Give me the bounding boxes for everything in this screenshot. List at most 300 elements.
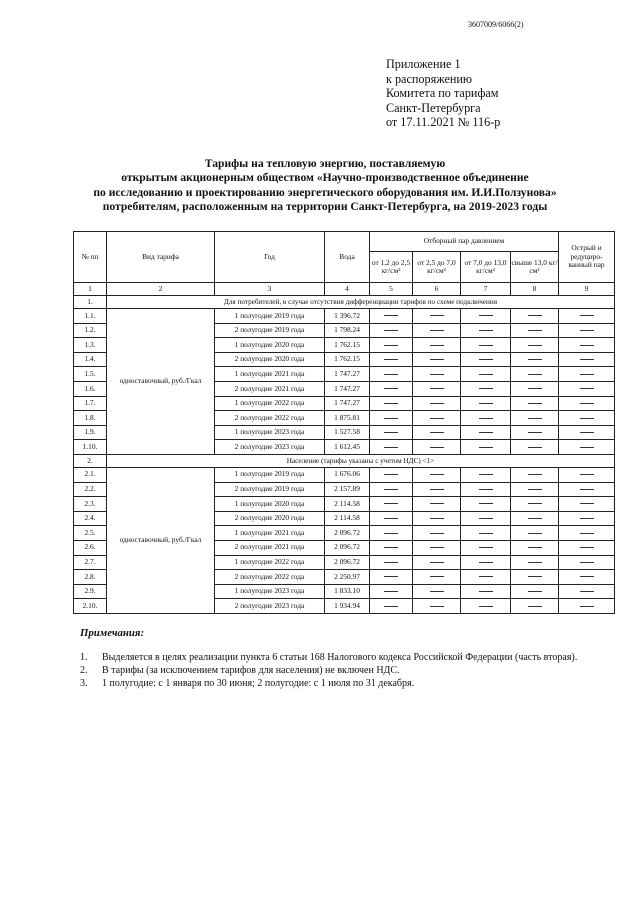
- water-tariff-cell: 1 762.15: [325, 352, 370, 367]
- empty-dash: [430, 345, 444, 346]
- steam-tariff-cell: [413, 381, 461, 396]
- water-tariff-cell: 1 833.10: [325, 584, 370, 599]
- row-number: 2.5.: [74, 526, 107, 541]
- tariff-type-cell: одноставочный, руб./Гкал: [107, 309, 215, 455]
- empty-dash: [528, 374, 542, 375]
- empty-dash: [528, 474, 542, 475]
- empty-dash: [580, 418, 594, 419]
- steam-tariff-cell: [511, 323, 559, 338]
- steam-tariff-cell: [461, 497, 511, 512]
- steam-tariff-cell: [511, 482, 559, 497]
- empty-dash: [384, 562, 398, 563]
- water-tariff-cell: 1 396.72: [325, 309, 370, 324]
- row-number: 1.4.: [74, 352, 107, 367]
- water-tariff-cell: 1 875.81: [325, 411, 370, 426]
- header-steam-col: от 1,2 до 2,5 кг/см²: [370, 252, 413, 283]
- period-cell: 1 полугодие 2022 года: [215, 555, 325, 570]
- empty-dash: [430, 418, 444, 419]
- period-cell: 1 полугодие 2023 года: [215, 584, 325, 599]
- steam-tariff-cell: [559, 570, 615, 585]
- empty-dash: [430, 489, 444, 490]
- empty-dash: [384, 447, 398, 448]
- steam-tariff-cell: [413, 511, 461, 526]
- steam-tariff-cell: [559, 599, 615, 614]
- row-number: 2.4.: [74, 511, 107, 526]
- note-item: [80, 651, 620, 664]
- empty-dash: [430, 432, 444, 433]
- steam-tariff-cell: [370, 338, 413, 353]
- empty-dash: [384, 547, 398, 548]
- empty-dash: [430, 576, 444, 577]
- water-tariff-cell: 1 676.06: [325, 467, 370, 482]
- empty-dash: [528, 418, 542, 419]
- empty-dash: [479, 489, 493, 490]
- steam-tariff-cell: [370, 367, 413, 382]
- steam-tariff-cell: [370, 555, 413, 570]
- empty-dash: [384, 374, 398, 375]
- period-cell: 1 полугодие 2021 года: [215, 367, 325, 382]
- steam-tariff-cell: [413, 584, 461, 599]
- title-line: потребителям, расположенным на территории Санкт-Петербурга, на 2019-2023 годы: [102, 200, 548, 214]
- steam-tariff-cell: [370, 599, 413, 614]
- empty-dash: [479, 374, 493, 375]
- steam-tariff-cell: [461, 411, 511, 426]
- empty-dash: [430, 315, 444, 316]
- steam-tariff-cell: [559, 338, 615, 353]
- steam-tariff-cell: [413, 425, 461, 440]
- empty-dash: [430, 591, 444, 592]
- steam-tariff-cell: [370, 323, 413, 338]
- notes-title: Примечания:: [80, 627, 145, 639]
- empty-dash: [430, 606, 444, 607]
- steam-tariff-cell: [511, 511, 559, 526]
- row-number: 1.5.: [74, 367, 107, 382]
- column-index: 2: [107, 283, 215, 296]
- appendix-line: Приложение 1: [386, 57, 461, 71]
- period-cell: 1 полугодие 2023 года: [215, 425, 325, 440]
- steam-tariff-cell: [413, 352, 461, 367]
- period-cell: 1 полугодие 2019 года: [215, 309, 325, 324]
- section-number: 1.: [74, 296, 107, 309]
- steam-tariff-cell: [511, 309, 559, 324]
- period-cell: 2 полугодие 2021 года: [215, 540, 325, 555]
- row-number: 1.10.: [74, 440, 107, 455]
- period-cell: 2 полугодие 2022 года: [215, 570, 325, 585]
- empty-dash: [580, 403, 594, 404]
- steam-tariff-cell: [511, 540, 559, 555]
- empty-dash: [430, 562, 444, 563]
- period-cell: 2 полугодие 2019 года: [215, 323, 325, 338]
- note-number: 2.: [80, 665, 88, 676]
- steam-tariff-cell: [461, 338, 511, 353]
- period-cell: 2 полугодие 2023 года: [215, 440, 325, 455]
- empty-dash: [479, 315, 493, 316]
- steam-tariff-cell: [413, 440, 461, 455]
- steam-tariff-cell: [461, 482, 511, 497]
- empty-dash: [384, 418, 398, 419]
- empty-dash: [479, 447, 493, 448]
- empty-dash: [580, 330, 594, 331]
- steam-tariff-cell: [461, 511, 511, 526]
- title-line: по исследованию и проектированию энергетического оборудования им. И.И.Ползунова»: [93, 185, 557, 199]
- appendix-line: Комитета по тарифам: [386, 86, 499, 101]
- steam-tariff-cell: [370, 570, 413, 585]
- row-number: 1.6.: [74, 381, 107, 396]
- steam-tariff-cell: [461, 425, 511, 440]
- water-tariff-cell: 1 747.27: [325, 396, 370, 411]
- empty-dash: [384, 315, 398, 316]
- empty-dash: [384, 432, 398, 433]
- period-cell: 2 полугодие 2020 года: [215, 511, 325, 526]
- steam-tariff-cell: [370, 526, 413, 541]
- row-number: 2.10.: [74, 599, 107, 614]
- steam-tariff-cell: [461, 440, 511, 455]
- water-tariff-cell: 2 157.89: [325, 482, 370, 497]
- steam-tariff-cell: [370, 396, 413, 411]
- empty-dash: [430, 330, 444, 331]
- empty-dash: [479, 359, 493, 360]
- header-steam-col: свыше 13,0 кг/см²: [511, 252, 559, 283]
- steam-tariff-cell: [370, 352, 413, 367]
- note-item: [80, 677, 620, 690]
- steam-tariff-cell: [370, 411, 413, 426]
- steam-tariff-cell: [511, 367, 559, 382]
- empty-dash: [580, 547, 594, 548]
- steam-tariff-cell: [413, 467, 461, 482]
- steam-tariff-cell: [511, 467, 559, 482]
- steam-tariff-cell: [511, 570, 559, 585]
- steam-tariff-cell: [559, 323, 615, 338]
- empty-dash: [528, 503, 542, 504]
- steam-tariff-cell: [370, 381, 413, 396]
- empty-dash: [479, 432, 493, 433]
- column-index: 8: [511, 283, 559, 296]
- empty-dash: [430, 547, 444, 548]
- empty-dash: [528, 518, 542, 519]
- steam-tariff-cell: [413, 497, 461, 512]
- header-steam-col: от 2,5 до 7,0 кг/см²: [413, 252, 461, 283]
- steam-tariff-cell: [559, 555, 615, 570]
- steam-tariff-cell: [370, 511, 413, 526]
- steam-tariff-cell: [461, 467, 511, 482]
- steam-tariff-cell: [511, 425, 559, 440]
- empty-dash: [384, 330, 398, 331]
- header-steam-col: от 7,0 до 13,0 кг/см²: [461, 252, 511, 283]
- empty-dash: [430, 447, 444, 448]
- row-number: 1.3.: [74, 338, 107, 353]
- row-number: 1.1.: [74, 309, 107, 324]
- row-number: 2.3.: [74, 497, 107, 512]
- period-cell: 2 полугодие 2020 года: [215, 352, 325, 367]
- empty-dash: [528, 533, 542, 534]
- water-tariff-cell: 1 612.45: [325, 440, 370, 455]
- empty-dash: [384, 388, 398, 389]
- steam-tariff-cell: [413, 526, 461, 541]
- period-cell: 2 полугодие 2019 года: [215, 482, 325, 497]
- column-index: 3: [215, 283, 325, 296]
- steam-tariff-cell: [461, 381, 511, 396]
- period-cell: 1 полугодие 2019 года: [215, 467, 325, 482]
- table-row: [74, 467, 615, 482]
- steam-tariff-cell: [559, 467, 615, 482]
- empty-dash: [384, 359, 398, 360]
- water-tariff-cell: 1 747.27: [325, 367, 370, 382]
- water-tariff-cell: 1 762.15: [325, 338, 370, 353]
- empty-dash: [580, 315, 594, 316]
- empty-dash: [580, 345, 594, 346]
- steam-tariff-cell: [370, 440, 413, 455]
- row-number: 2.9.: [74, 584, 107, 599]
- document-title: [60, 157, 590, 215]
- water-tariff-cell: 1 527.58: [325, 425, 370, 440]
- empty-dash: [580, 489, 594, 490]
- steam-tariff-cell: [559, 440, 615, 455]
- section-row: [74, 296, 615, 309]
- title-line: Тарифы на тепловую энергию, поставляемую: [204, 157, 446, 170]
- empty-dash: [528, 489, 542, 490]
- empty-dash: [430, 374, 444, 375]
- empty-dash: [580, 374, 594, 375]
- column-index: 7: [461, 283, 511, 296]
- column-index: 6: [413, 283, 461, 296]
- empty-dash: [528, 403, 542, 404]
- row-number: 1.9.: [74, 425, 107, 440]
- row-number: 1.7.: [74, 396, 107, 411]
- empty-dash: [580, 447, 594, 448]
- empty-dash: [528, 345, 542, 346]
- water-tariff-cell: 2 096.72: [325, 555, 370, 570]
- period-cell: 2 полугодие 2023 года: [215, 599, 325, 614]
- empty-dash: [528, 330, 542, 331]
- steam-tariff-cell: [413, 540, 461, 555]
- water-tariff-cell: 1 934.94: [325, 599, 370, 614]
- empty-dash: [384, 591, 398, 592]
- column-index: 9: [559, 283, 615, 296]
- steam-tariff-cell: [461, 599, 511, 614]
- row-number: 2.2.: [74, 482, 107, 497]
- steam-tariff-cell: [559, 511, 615, 526]
- steam-tariff-cell: [413, 482, 461, 497]
- row-number: 2.1.: [74, 467, 107, 482]
- note-number: 1.: [80, 652, 88, 663]
- tariff-type-cell: одноставочный, руб./Гкал: [107, 467, 215, 613]
- empty-dash: [430, 533, 444, 534]
- empty-dash: [384, 489, 398, 490]
- empty-dash: [430, 518, 444, 519]
- empty-dash: [580, 518, 594, 519]
- steam-tariff-cell: [370, 497, 413, 512]
- empty-dash: [430, 403, 444, 404]
- empty-dash: [479, 576, 493, 577]
- steam-tariff-cell: [511, 352, 559, 367]
- empty-dash: [528, 315, 542, 316]
- water-tariff-cell: 2 114.58: [325, 497, 370, 512]
- steam-tariff-cell: [370, 540, 413, 555]
- empty-dash: [479, 388, 493, 389]
- empty-dash: [479, 518, 493, 519]
- column-index: 1: [74, 283, 107, 296]
- section-row: [74, 454, 615, 467]
- empty-dash: [479, 562, 493, 563]
- steam-tariff-cell: [559, 396, 615, 411]
- steam-tariff-cell: [559, 411, 615, 426]
- steam-tariff-cell: [511, 338, 559, 353]
- steam-tariff-cell: [559, 309, 615, 324]
- steam-tariff-cell: [511, 396, 559, 411]
- row-number: 1.8.: [74, 411, 107, 426]
- header-steam-group: Отборный пар давлением: [370, 232, 559, 252]
- empty-dash: [528, 576, 542, 577]
- steam-tariff-cell: [559, 381, 615, 396]
- empty-dash: [384, 533, 398, 534]
- steam-tariff-cell: [511, 584, 559, 599]
- steam-tariff-cell: [413, 367, 461, 382]
- note-number: 3.: [80, 678, 88, 689]
- steam-tariff-cell: [559, 526, 615, 541]
- empty-dash: [528, 606, 542, 607]
- water-tariff-cell: 2 096.72: [325, 540, 370, 555]
- empty-dash: [479, 503, 493, 504]
- steam-tariff-cell: [559, 584, 615, 599]
- empty-dash: [479, 345, 493, 346]
- empty-dash: [528, 547, 542, 548]
- water-tariff-cell: 2 096.72: [325, 526, 370, 541]
- water-tariff-cell: 2 250.97: [325, 570, 370, 585]
- empty-dash: [430, 474, 444, 475]
- steam-tariff-cell: [413, 338, 461, 353]
- empty-dash: [430, 359, 444, 360]
- period-cell: 1 полугодие 2020 года: [215, 338, 325, 353]
- appendix-block: [386, 57, 500, 130]
- row-number: 2.7.: [74, 555, 107, 570]
- section-title: Население (тарифы указаны с учетом НДС) <1>: [107, 454, 615, 467]
- steam-tariff-cell: [370, 482, 413, 497]
- empty-dash: [384, 345, 398, 346]
- steam-tariff-cell: [461, 352, 511, 367]
- empty-dash: [479, 591, 493, 592]
- period-cell: 1 полугодие 2020 года: [215, 497, 325, 512]
- empty-dash: [384, 474, 398, 475]
- steam-tariff-cell: [413, 309, 461, 324]
- appendix-line: к распоряжению: [386, 71, 473, 86]
- steam-tariff-cell: [559, 482, 615, 497]
- header-num: № пп: [74, 232, 107, 283]
- header-year: Год: [215, 232, 325, 283]
- empty-dash: [479, 547, 493, 548]
- empty-dash: [479, 533, 493, 534]
- steam-tariff-cell: [413, 555, 461, 570]
- document-number: 3607009/6066(2): [468, 20, 524, 29]
- column-index: 5: [370, 283, 413, 296]
- steam-tariff-cell: [461, 540, 511, 555]
- steam-tariff-cell: [461, 555, 511, 570]
- empty-dash: [580, 562, 594, 563]
- water-tariff-cell: 1 798.24: [325, 323, 370, 338]
- steam-tariff-cell: [461, 526, 511, 541]
- steam-tariff-cell: [461, 396, 511, 411]
- empty-dash: [580, 533, 594, 534]
- column-index: 4: [325, 283, 370, 296]
- period-cell: 2 полугодие 2022 года: [215, 411, 325, 426]
- tariffs-table-body: [74, 296, 615, 614]
- header-water: Вода: [325, 232, 370, 283]
- empty-dash: [580, 432, 594, 433]
- header-sharp-steam: Острый и редуциро-ванный пар: [559, 232, 615, 283]
- steam-tariff-cell: [511, 381, 559, 396]
- appendix-line: от 17.11.2021 № 116-р: [386, 115, 501, 130]
- empty-dash: [580, 388, 594, 389]
- steam-tariff-cell: [559, 367, 615, 382]
- empty-dash: [528, 447, 542, 448]
- steam-tariff-cell: [413, 411, 461, 426]
- empty-dash: [479, 330, 493, 331]
- empty-dash: [430, 503, 444, 504]
- empty-dash: [580, 591, 594, 592]
- row-number: 1.2.: [74, 323, 107, 338]
- note-text: 1 полугодие: с 1 января по 30 июня; 2 полугодие: с 1 июля по 31 декабря.: [102, 678, 415, 689]
- steam-tariff-cell: [461, 584, 511, 599]
- steam-tariff-cell: [370, 425, 413, 440]
- table-row: [74, 309, 615, 324]
- empty-dash: [580, 359, 594, 360]
- tariffs-table: [73, 231, 615, 614]
- steam-tariff-cell: [461, 323, 511, 338]
- appendix-line: Санкт-Петербурга: [386, 100, 481, 115]
- steam-tariff-cell: [511, 526, 559, 541]
- steam-tariff-cell: [413, 599, 461, 614]
- steam-tariff-cell: [559, 540, 615, 555]
- empty-dash: [528, 562, 542, 563]
- empty-dash: [479, 474, 493, 475]
- note-text: Выделяется в целях реализации пункта 6 статьи 168 Налогового кодекса Российской Федерации (часть вторая).: [102, 652, 578, 663]
- steam-tariff-cell: [559, 352, 615, 367]
- section-title: Для потребителей, в случае отсутствия дифференциации тарифов по схеме подключения: [107, 296, 615, 309]
- steam-tariff-cell: [413, 396, 461, 411]
- period-cell: 1 полугодие 2021 года: [215, 526, 325, 541]
- empty-dash: [384, 576, 398, 577]
- steam-tariff-cell: [511, 599, 559, 614]
- period-cell: 1 полугодие 2022 года: [215, 396, 325, 411]
- steam-tariff-cell: [559, 425, 615, 440]
- steam-tariff-cell: [461, 570, 511, 585]
- empty-dash: [479, 418, 493, 419]
- empty-dash: [528, 591, 542, 592]
- empty-dash: [384, 518, 398, 519]
- empty-dash: [580, 606, 594, 607]
- steam-tariff-cell: [511, 555, 559, 570]
- steam-tariff-cell: [370, 467, 413, 482]
- note-item: [80, 664, 620, 677]
- notes-list: [80, 651, 620, 690]
- title-line: открытым акционерным обществом «Научно-производственное объединение: [121, 171, 529, 185]
- row-number: 2.8.: [74, 570, 107, 585]
- steam-tariff-cell: [370, 584, 413, 599]
- empty-dash: [384, 503, 398, 504]
- note-text: В тарифы (за исключением тарифов для населения) не включен НДС.: [102, 665, 400, 676]
- empty-dash: [580, 576, 594, 577]
- empty-dash: [528, 432, 542, 433]
- empty-dash: [479, 403, 493, 404]
- steam-tariff-cell: [559, 497, 615, 512]
- period-cell: 2 полугодие 2021 года: [215, 381, 325, 396]
- steam-tariff-cell: [413, 570, 461, 585]
- empty-dash: [528, 359, 542, 360]
- section-number: 2.: [74, 454, 107, 467]
- water-tariff-cell: 1 747.27: [325, 381, 370, 396]
- steam-tariff-cell: [511, 411, 559, 426]
- empty-dash: [479, 606, 493, 607]
- steam-tariff-cell: [461, 309, 511, 324]
